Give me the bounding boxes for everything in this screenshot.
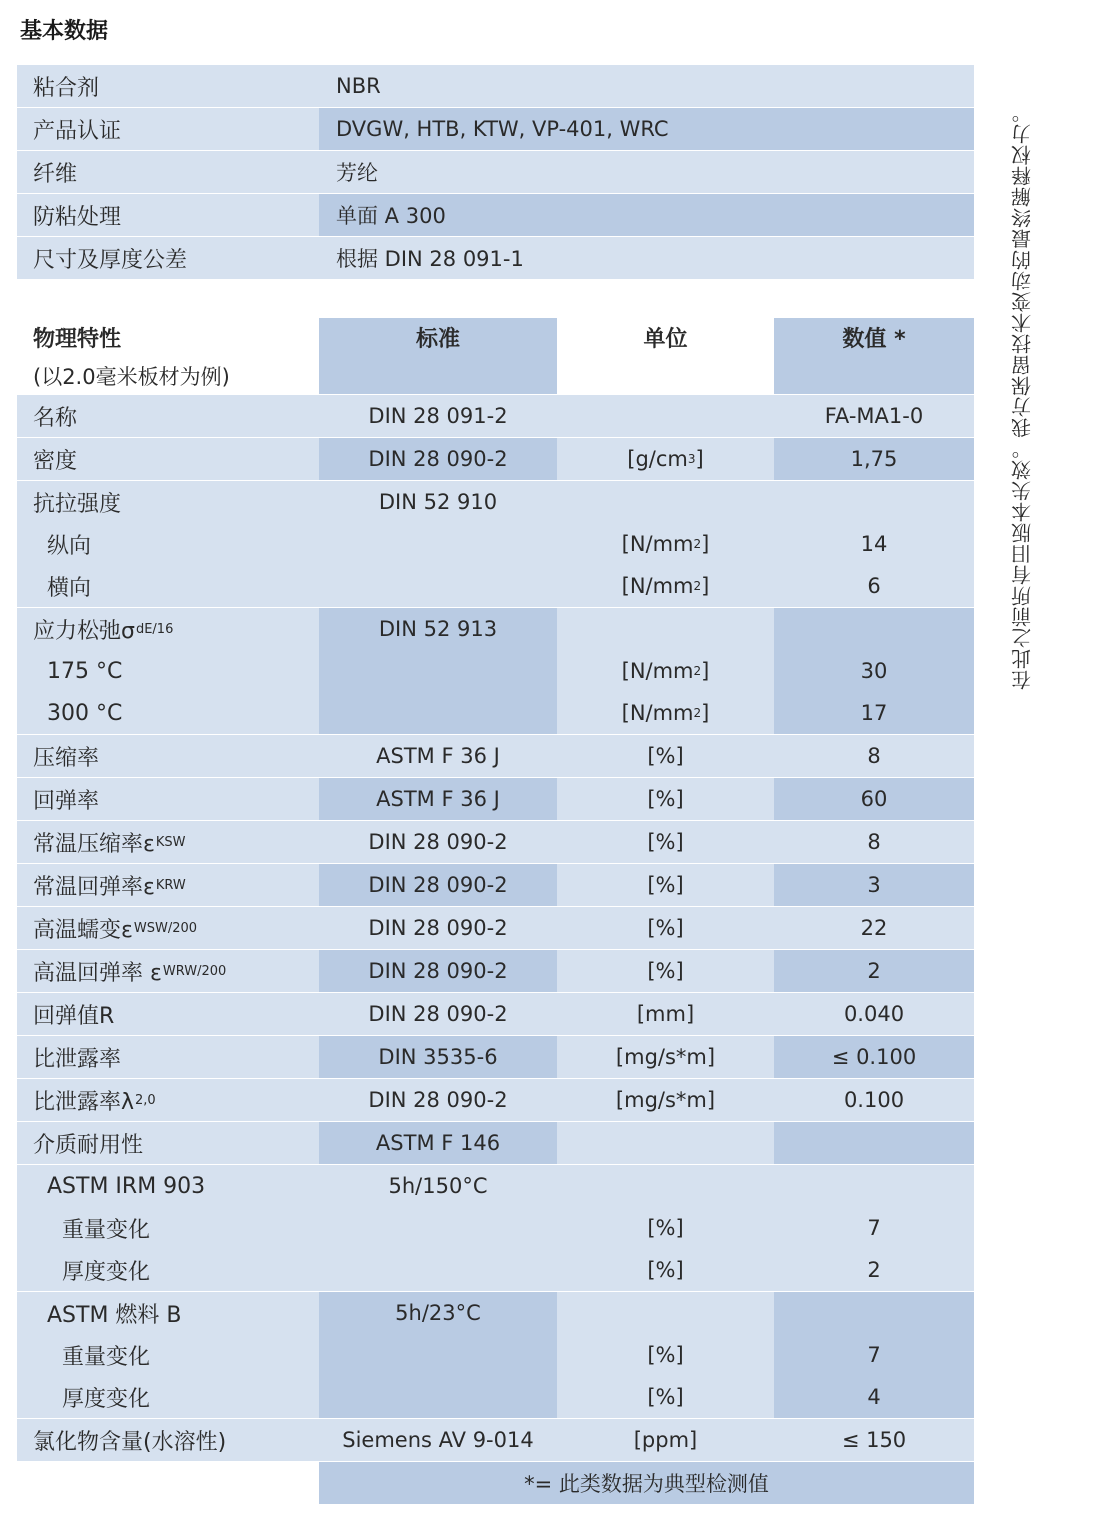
property-unit <box>557 650 774 692</box>
property-unit <box>557 1292 774 1334</box>
property-name <box>17 864 319 906</box>
header-standard: 标准 <box>319 318 557 394</box>
unit-sup: 2 <box>693 537 702 551</box>
property-unit <box>557 1122 774 1164</box>
property-value: 30 <box>774 650 974 692</box>
table-row <box>17 863 974 906</box>
unit-sup: 3 <box>687 452 696 466</box>
property-name: 300 °C <box>17 692 319 734</box>
table-row <box>17 1376 974 1418</box>
property-standard: 5h/150°C <box>319 1165 557 1207</box>
table-row <box>17 1121 974 1164</box>
table-row <box>17 906 974 949</box>
basic-value: 单面 A 300 <box>319 194 974 236</box>
table-row <box>17 692 974 734</box>
basic-label: 尺寸及厚度公差 <box>17 237 319 279</box>
property-standard: 5h/23°C <box>319 1292 557 1334</box>
property-unit: [mg/s*m] <box>557 1036 774 1078</box>
property-name <box>17 1079 319 1121</box>
property-name: 回弹值R <box>17 993 319 1035</box>
table-row <box>17 777 974 820</box>
property-standard: ASTM F 36 J <box>319 735 557 777</box>
property-standard: ASTM F 36 J <box>319 778 557 820</box>
basic-data-table <box>17 65 974 279</box>
side-note: 在此之前所有旧版本失效。我方保留技术变动的最终解释权力。 <box>1010 102 1035 690</box>
property-name: 厚度变化 <box>17 1249 319 1291</box>
table-row <box>17 820 974 863</box>
unit-base: [g/cm <box>627 447 688 471</box>
property-value: FA-MA1-0 <box>774 395 974 437</box>
property-value <box>774 1292 974 1334</box>
unit-end: ] <box>701 574 710 598</box>
unit-end: ] <box>695 447 704 471</box>
property-unit <box>557 481 774 523</box>
property-value <box>774 1122 974 1164</box>
name-subscript: WRW/200 <box>162 963 227 979</box>
property-value: 0.040 <box>774 993 974 1035</box>
table-row <box>17 1035 974 1078</box>
table-row <box>17 1249 974 1291</box>
property-standard <box>319 650 557 692</box>
property-value: 3 <box>774 864 974 906</box>
property-unit: [%] <box>557 821 774 863</box>
table-row <box>17 734 974 777</box>
property-value: 60 <box>774 778 974 820</box>
property-unit: [%] <box>557 1376 774 1418</box>
table-row <box>17 1164 974 1207</box>
property-unit: [mg/s*m] <box>557 1079 774 1121</box>
property-value: 8 <box>774 735 974 777</box>
name-subscript: KRW <box>155 877 186 893</box>
property-unit <box>557 692 774 734</box>
property-unit <box>557 565 774 607</box>
table-row <box>17 394 974 437</box>
property-name <box>17 907 319 949</box>
property-value: 2 <box>774 950 974 992</box>
property-name: 回弹率 <box>17 778 319 820</box>
property-name: 厚度变化 <box>17 1376 319 1418</box>
property-unit: [%] <box>557 950 774 992</box>
property-value: 7 <box>774 1207 974 1249</box>
property-unit: [%] <box>557 1249 774 1291</box>
property-value: 2 <box>774 1249 974 1291</box>
property-value: ≤ 150 <box>774 1419 974 1461</box>
table-row <box>17 992 974 1035</box>
property-name: 重量变化 <box>17 1207 319 1249</box>
header-property <box>17 318 319 394</box>
property-name: 横向 <box>17 565 319 607</box>
property-standard: DIN 28 090-2 <box>319 907 557 949</box>
table-row <box>17 1207 974 1249</box>
property-value: 7 <box>774 1334 974 1376</box>
property-unit <box>557 523 774 565</box>
name-subscript: WSW/200 <box>133 920 198 936</box>
property-unit: [%] <box>557 907 774 949</box>
property-value <box>774 481 974 523</box>
table-row <box>17 1291 974 1334</box>
property-standard: DIN 28 090-2 <box>319 821 557 863</box>
property-standard: ASTM F 146 <box>319 1122 557 1164</box>
property-value: 17 <box>774 692 974 734</box>
property-standard: DIN 28 090-2 <box>319 438 557 480</box>
basic-row <box>17 65 974 107</box>
header-property-sub: (以2.0毫米板材为例) <box>33 365 230 389</box>
property-name: 压缩率 <box>17 735 319 777</box>
property-standard <box>319 565 557 607</box>
property-value: 0.100 <box>774 1079 974 1121</box>
name-text: 常温回弹率ε <box>33 874 155 900</box>
table-row <box>17 1418 974 1461</box>
name-text: 高温蠕变ε <box>33 917 133 943</box>
property-standard <box>319 1376 557 1418</box>
header-value: 数值 * <box>774 318 974 394</box>
unit-base: [N/mm <box>621 701 694 725</box>
unit-end: ] <box>701 659 710 683</box>
property-name: 抗拉强度 <box>17 481 319 523</box>
basic-row <box>17 107 974 150</box>
footnote-row <box>17 1461 974 1504</box>
property-unit: [%] <box>557 1334 774 1376</box>
property-value: 1,75 <box>774 438 974 480</box>
unit-sup: 2 <box>693 579 702 593</box>
property-standard: DIN 28 090-2 <box>319 950 557 992</box>
property-unit <box>557 395 774 437</box>
property-unit <box>557 608 774 650</box>
property-standard <box>319 692 557 734</box>
property-unit: [%] <box>557 864 774 906</box>
unit-base: [N/mm <box>621 574 694 598</box>
property-value: 4 <box>774 1376 974 1418</box>
name-text: 比泄露率λ <box>33 1089 135 1115</box>
property-unit: [%] <box>557 735 774 777</box>
table-row <box>17 480 974 523</box>
property-standard <box>319 1249 557 1291</box>
property-name: 175 °C <box>17 650 319 692</box>
properties-table <box>17 318 974 1504</box>
property-standard: DIN 28 090-2 <box>319 864 557 906</box>
property-value: 14 <box>774 523 974 565</box>
table-row <box>17 437 974 480</box>
basic-row <box>17 193 974 236</box>
unit-end: ] <box>701 701 710 725</box>
basic-row <box>17 150 974 193</box>
property-value <box>774 608 974 650</box>
table-row <box>17 523 974 565</box>
section-title: 基本数据 <box>20 19 109 44</box>
properties-header <box>17 318 974 394</box>
unit-sup: 2 <box>693 664 702 678</box>
table-row <box>17 1078 974 1121</box>
basic-label: 纤维 <box>17 151 319 193</box>
table-row <box>17 565 974 607</box>
basic-label: 粘合剂 <box>17 65 319 107</box>
property-name: 重量变化 <box>17 1334 319 1376</box>
unit-base: [N/mm <box>621 659 694 683</box>
name-subscript: dE/16 <box>135 621 174 637</box>
property-name: 纵向 <box>17 523 319 565</box>
table-row <box>17 1334 974 1376</box>
header-property-label: 物理特性 <box>33 327 122 352</box>
property-standard: DIN 52 913 <box>319 608 557 650</box>
property-value <box>774 1165 974 1207</box>
table-row <box>17 949 974 992</box>
property-unit <box>557 1165 774 1207</box>
name-text: 常温压缩率ε <box>33 831 155 857</box>
property-name: ASTM IRM 903 <box>17 1165 319 1207</box>
property-name: 密度 <box>17 438 319 480</box>
property-name: ASTM 燃料 B <box>17 1292 319 1334</box>
basic-label: 防粘处理 <box>17 194 319 236</box>
name-subscript: KSW <box>155 834 186 850</box>
name-subscript: 2,0 <box>135 1092 156 1108</box>
property-name: 氯化物含量(水溶性) <box>17 1419 319 1461</box>
basic-value: DVGW, HTB, KTW, VP-401, WRC <box>319 108 974 150</box>
name-text: 应力松弛σ <box>33 618 135 644</box>
property-unit <box>557 438 774 480</box>
basic-label: 产品认证 <box>17 108 319 150</box>
property-name: 介质耐用性 <box>17 1122 319 1164</box>
property-standard <box>319 1334 557 1376</box>
property-value: 6 <box>774 565 974 607</box>
property-standard: DIN 52 910 <box>319 481 557 523</box>
header-unit: 单位 <box>557 318 774 394</box>
property-name <box>17 950 319 992</box>
property-unit: [ppm] <box>557 1419 774 1461</box>
basic-value: 芳纶 <box>319 151 974 193</box>
unit-base: [N/mm <box>621 532 694 556</box>
property-value: 22 <box>774 907 974 949</box>
property-standard: DIN 28 090-2 <box>319 993 557 1035</box>
property-value: ≤ 0.100 <box>774 1036 974 1078</box>
property-standard: Siemens AV 9-014 <box>319 1419 557 1461</box>
property-name: 比泄露率 <box>17 1036 319 1078</box>
property-standard: DIN 28 090-2 <box>319 1079 557 1121</box>
basic-row <box>17 236 974 279</box>
property-standard: DIN 28 091-2 <box>319 395 557 437</box>
table-row <box>17 607 974 650</box>
property-standard <box>319 523 557 565</box>
property-unit: [%] <box>557 778 774 820</box>
unit-end: ] <box>701 532 710 556</box>
property-unit: [%] <box>557 1207 774 1249</box>
property-value: 8 <box>774 821 974 863</box>
basic-value: NBR <box>319 65 974 107</box>
property-standard <box>319 1207 557 1249</box>
unit-sup: 2 <box>693 706 702 720</box>
property-standard: DIN 3535-6 <box>319 1036 557 1078</box>
name-text: 高温回弹率 ε <box>33 960 162 986</box>
property-name <box>17 821 319 863</box>
table-row <box>17 650 974 692</box>
footnote: *= 此类数据为典型检测值 <box>319 1462 974 1504</box>
property-unit: [mm] <box>557 993 774 1035</box>
property-name <box>17 608 319 650</box>
basic-value: 根据 DIN 28 091-1 <box>319 237 974 279</box>
property-name: 名称 <box>17 395 319 437</box>
